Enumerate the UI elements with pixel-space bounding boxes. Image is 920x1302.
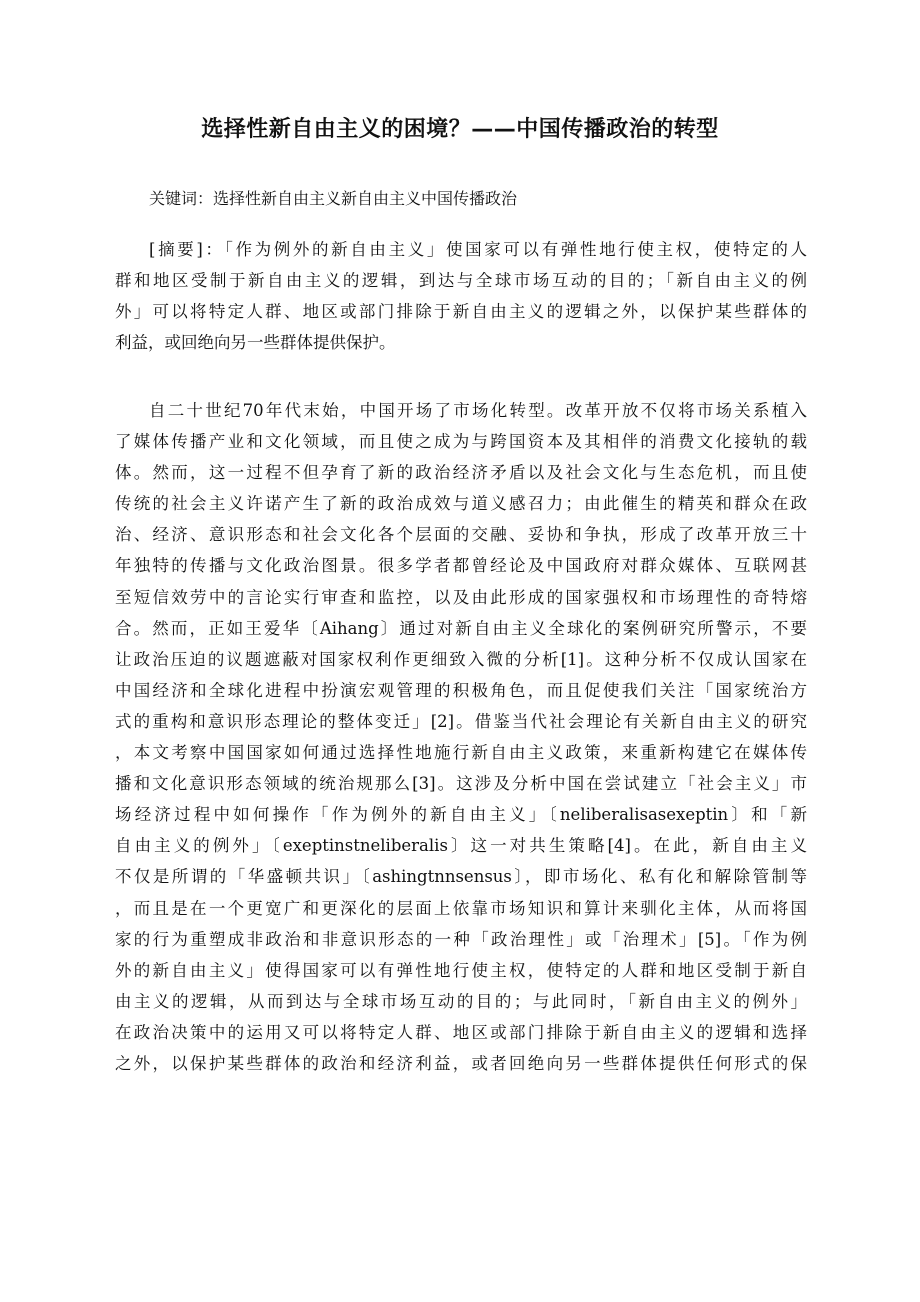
body-line: 自二十世纪70年代末始，中国开场了市场化转型。改革开放不仅将市场关系植入 <box>149 401 807 420</box>
abstract-line: 群和地区受制于新自由主义的逻辑，到达与全球市场互动的目的；「新自由主义的例 <box>115 271 807 291</box>
abstract-line: [摘要]：「作为例外的新自由主义」使国家可以有弹性地行使主权，使特定的人 <box>149 240 807 259</box>
body-line: 让政治压迫的议题遮蔽对国家权利作更细致入微的分析[1]。这种分析不仅成认国家在 <box>115 649 807 669</box>
body-line: 传统的社会主义许诺产生了新的政治成效与道义感召力；由此催生的精英和群众在政 <box>115 494 807 514</box>
body-line: 至短信效劳中的言论实行审查和监控，以及由此形成的国家强权和市场理性的奇特熔 <box>115 587 807 607</box>
body-line: 年独特的传播与文化政治图景。很多学者都曾经论及中国政府对群众媒体、互联网甚 <box>115 556 807 576</box>
body-line: 合。然而，正如王爱华〔Aihang〕通过对新自由主义全球化的案例研究所警示，不要 <box>115 618 807 638</box>
body-line: 在政治决策中的运用又可以将特定人群、地区或部门排除于新自由主义的逻辑和选择 <box>115 1022 807 1042</box>
abstract-line: 外」可以将特定人群、地区或部门排除于新自由主义的逻辑之外，以保护某些群体的 <box>115 302 807 322</box>
body-line: 了媒体传播产业和文化领域，而且使之成为与跨国资本及其相伴的消费文化接轨的载 <box>115 432 807 452</box>
body-line: 由主义的逻辑，从而到达与全球市场互动的目的；与此同时，「新自由主义的例外」 <box>115 991 807 1011</box>
body-line: 场经济过程中如何操作「作为例外的新自由主义」〔neliberalisasexeptin〕和「新 <box>115 805 807 825</box>
body-line: 中国经济和全球化进程中扮演宏观管理的积极角色，而且促使我们关注「国家统治方 <box>115 680 807 700</box>
abstract-paragraph <box>115 234 807 358</box>
keywords-line: 关键词：选择性新自由主义新自由主义中国传播政治 <box>149 189 518 208</box>
abstract-line: 利益，或回绝向另一些群体提供保护。 <box>115 333 396 353</box>
body-paragraph <box>115 395 807 1079</box>
body-line: 家的行为重塑成非政治和非意识形态的一种「政治理性」或「治理术」[5]。「作为例 <box>115 929 807 949</box>
body-line: 治、经济、意识形态和社会文化各个层面的交融、妥协和争执，形成了改革开放三十 <box>115 525 807 545</box>
body-line: 不仅是所谓的「华盛顿共识」〔ashingtnnsensus〕，即市场化、私有化和解除管制等 <box>115 867 807 887</box>
body-line: ，本文考察中国国家如何通过选择性地施行新自由主义政策，来重新构建它在媒体传 <box>115 743 807 763</box>
body-line: 体。然而，这一过程不但孕育了新的政治经济矛盾以及社会文化与生态危机，而且使 <box>115 463 807 483</box>
document-title: 选择性新自由主义的困境？——中国传播政治的转型 <box>201 117 719 142</box>
body-line: 播和文化意识形态领域的统治规那么[3]。这涉及分析中国在尝试建立「社会主义」市 <box>115 774 807 794</box>
body-line: 之外，以保护某些群体的政治和经济利益，或者回绝向另一些群体提供任何形式的保 <box>115 1053 807 1073</box>
body-line: 自由主义的例外」〔exeptinstneliberalis〕这一对共生策略[4]。在此，新自由主义 <box>115 836 807 856</box>
body-line: 式的重构和意识形态理论的整体变迁」[2]。借鉴当代社会理论有关新自由主义的研究 <box>115 711 807 731</box>
body-line: ，而且是在一个更宽广和更深化的层面上依靠市场知识和算计来驯化主体，从而将国 <box>115 898 807 918</box>
body-line: 外的新自由主义」使得国家可以有弹性地行使主权，使特定的人群和地区受制于新自 <box>115 960 807 980</box>
